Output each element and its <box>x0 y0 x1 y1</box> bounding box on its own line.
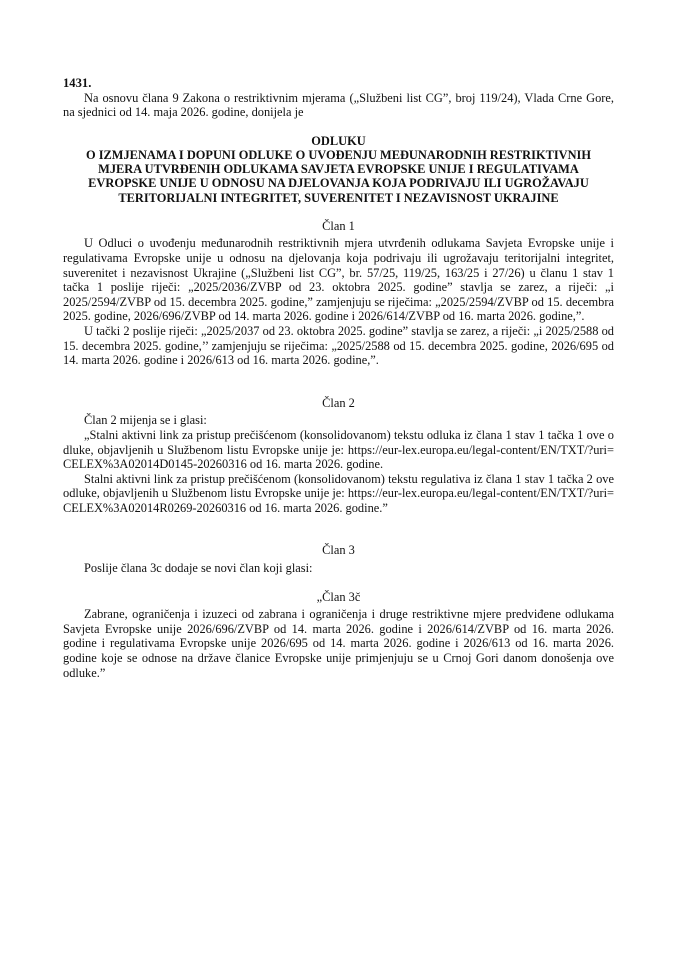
article-2-quote-1: „Stalni aktivni link za pristup prečišćenom (konsolidovanom) tekstu odluka iz člana 1 stav 1 tačka 1 ove odluke, objavljenih u Službenom listu Evropske unije je: https://eur-lex.europa.eu/legal-content/EN/TXT/?uri=CELEX%3A02014D0145-20260316 od 16. marta 2026. godine. <box>63 427 614 472</box>
article-1-paragraph-2: U tački 2 poslije riječi: „2025/2037 od 23. oktobra 2025. godine” stavlja se zarez, a riječi: „i 2025/2588 od 15. decembra 2025. godine,’’ zamjenjuju se riječima: „2025/2588 od 15. decembra 2025. godine, 2026/695 od 14. marta 2026. godine i 2026/613 od 16. marta 2026. godine,”. <box>63 323 614 368</box>
article-3-heading: Član 3 <box>322 543 355 558</box>
article-1 <box>63 219 614 368</box>
document-number: 1431. <box>63 76 92 90</box>
article-1-paragraph-1: U Odluci o uvođenju međunarodnih restriktivnih mjera utvrđenih odlukama Savjeta Evropske unije i regulativama Evropske unije u odnosu na djelovanja koja podrivaju ili ugrožavaju teritorijalni integritet, suverenitet i nezavisnost Ukrajine („Službeni list CG”, br. 57/25, 119/25, 163/25 i 27/26) u članu 1 stav 1 tačka 1 poslije riječi: „2025/2036/ZVBP od 23. oktobra 2025. godine” stavlja se zarez, a riječi: „i 2025/2594/ZVBP od 15. decembra 2025. godine,” zamjenjuju se riječima: „2025/2594/ZVBP od 15. decembra 2025. godine, 2026/696/ZVBP od 14. marta 2026. godine i 2026/614/ZVBP od 16. marta 2026. godine,”. <box>63 236 614 324</box>
article-2-heading: Član 2 <box>322 395 355 410</box>
article-1-heading: Član 1 <box>322 218 355 233</box>
article-3-intro: Poslije člana 3c dodaje se novi član koji glasi: <box>84 561 313 576</box>
article-2 <box>63 396 614 516</box>
article-2-intro: Član 2 mijenja se i glasi: <box>84 413 207 428</box>
new-article-heading: „Član 3č <box>316 589 361 604</box>
article-3 <box>63 543 614 680</box>
new-article-text: Zabrane, ograničenja i izuzeci od zabrana i ograničenja i druge restriktivne mjere predviđene odlukama Savjeta Evropske unije 2026/696/ZVBP od 14. marta 2026. godine i 2026/614/ZVBP od 16. marta 2026. godine i regulativama Evropske unije 2026/695 od 14. marta 2026. godine i 2026/613 od 16. marta 2026. godine koje se odnose na države članice Evropske unije primjenjuju se u Crnoj Gori danom donošenja ove odluke.” <box>63 607 614 680</box>
decision-title <box>63 134 614 205</box>
preamble: Na osnovu člana 9 Zakona o restriktivnim mjerama („Službeni list CG”, broj 119/24), Vlada Crne Gore, na sjednici od 14. maja 2026. godine, donijela je <box>63 90 614 120</box>
title-line-2: O IZMJENAMA I DOPUNI ODLUKE O UVOĐENJU MEĐUNARODNIH RESTRIKTIVNIH MJERA UTVRĐENIH ODLUKAMA SAVJETA EVROPSKE UNIJE I REGULATIVAMA EVROPSKE UNIJE U ODNOSU NA DJELOVANJA KOJA PODRIVAJU ILI UGROŽAVAJU TERITORIJALNI INTEGRITET, SUVERENITET I NEZAVISNOST UKRAJINE <box>85 147 592 205</box>
title-line-1: ODLUKU <box>311 133 366 148</box>
document-body <box>63 76 614 680</box>
article-2-quote-2: Stalni aktivni link za pristup prečišćenom (konsolidovanom) tekstu regulativa iz člana 1 stav 1 tačka 2 ove odluke, objavljenih u Službenom listu Evropske unije je: https://eur-lex.europa.eu/legal-content/EN/TXT/?uri=CELEX%3A02014R0269-20260316 od 16. marta 2026. godine.” <box>63 471 614 515</box>
